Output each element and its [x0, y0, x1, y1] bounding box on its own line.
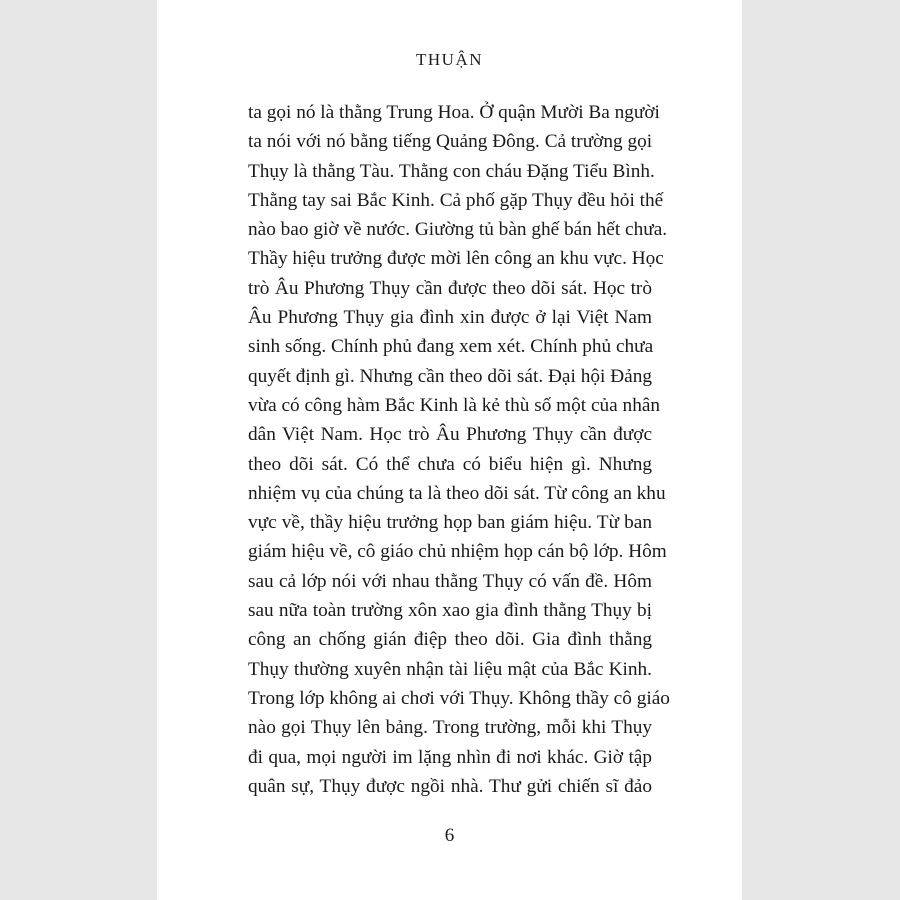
page-number: 6: [444, 825, 455, 846]
text-line: Thụy thường xuyên nhận tài liệu mật của Bắc Kinh.: [248, 658, 652, 680]
text-line: ta nói với nó bằng tiếng Quảng Đông. Cả trường gọi: [248, 131, 653, 153]
text-line: công an chống gián điệp theo dõi. Gia đình thằng: [248, 629, 652, 651]
body-text: [248, 98, 670, 801]
text-line: ta gọi nó là thằng Trung Hoa. Ở quận Mười Ba người: [248, 102, 660, 123]
text-line: quân sự, Thụy được ngồi nhà. Thư gửi chiến sĩ đảo: [248, 775, 652, 797]
text-line: Thụy là thằng Tàu. Thằng con cháu Đặng Tiểu Bình.: [248, 160, 655, 182]
text-line: trò Âu Phương Thụy cần được theo dõi sát. Học trò: [248, 277, 652, 299]
text-line: sinh sống. Chính phủ đang xem xét. Chính phủ chưa: [248, 336, 654, 358]
text-line: Thằng tay sai Bắc Kinh. Cả phố gặp Thụy đều hỏi thế: [248, 189, 664, 211]
text-line: sau nữa toàn trường xôn xao gia đình thằng Thụy bị: [248, 600, 652, 622]
text-line: Âu Phương Thụy gia đình xin được ở lại Việt Nam: [248, 307, 652, 329]
text-line: sau cả lớp nói với nhau thằng Thụy có vấn đề. Hôm: [248, 570, 652, 592]
text-line: vực về, thầy hiệu trưởng họp ban giám hiệu. Từ ban: [248, 512, 652, 534]
text-line: nào bao giờ về nước. Giường tủ bàn ghế bán hết chưa.: [248, 219, 668, 241]
text-line: nào gọi Thụy lên bảng. Trong trường, mỗi khi Thụy: [248, 717, 652, 739]
text-line: dân Việt Nam. Học trò Âu Phương Thụy cần được: [248, 424, 652, 446]
text-line: nhiệm vụ của chúng ta là theo dõi sát. Từ công an khu: [248, 482, 666, 504]
text-line: theo dõi sát. Có thể chưa có biểu hiện gì. Nhưng: [248, 453, 652, 475]
text-line: đi qua, mọi người im lặng nhìn đi nơi khác. Giờ tập: [248, 746, 652, 768]
text-line: Thầy hiệu trưởng được mời lên công an khu vực. Học: [248, 248, 664, 270]
text-line: Trong lớp không ai chơi với Thụy. Không thầy cô giáo: [248, 687, 670, 709]
text-line: quyết định gì. Nhưng cần theo dõi sát. Đại hội Đảng: [248, 365, 652, 387]
running-head: THUẬN: [416, 50, 483, 69]
book-page: [157, 0, 742, 900]
text-line: giám hiệu về, cô giáo chủ nhiệm họp cán bộ lớp. Hôm: [248, 541, 667, 563]
text-line: vừa có công hàm Bắc Kinh là kẻ thù số một của nhân: [248, 394, 661, 416]
